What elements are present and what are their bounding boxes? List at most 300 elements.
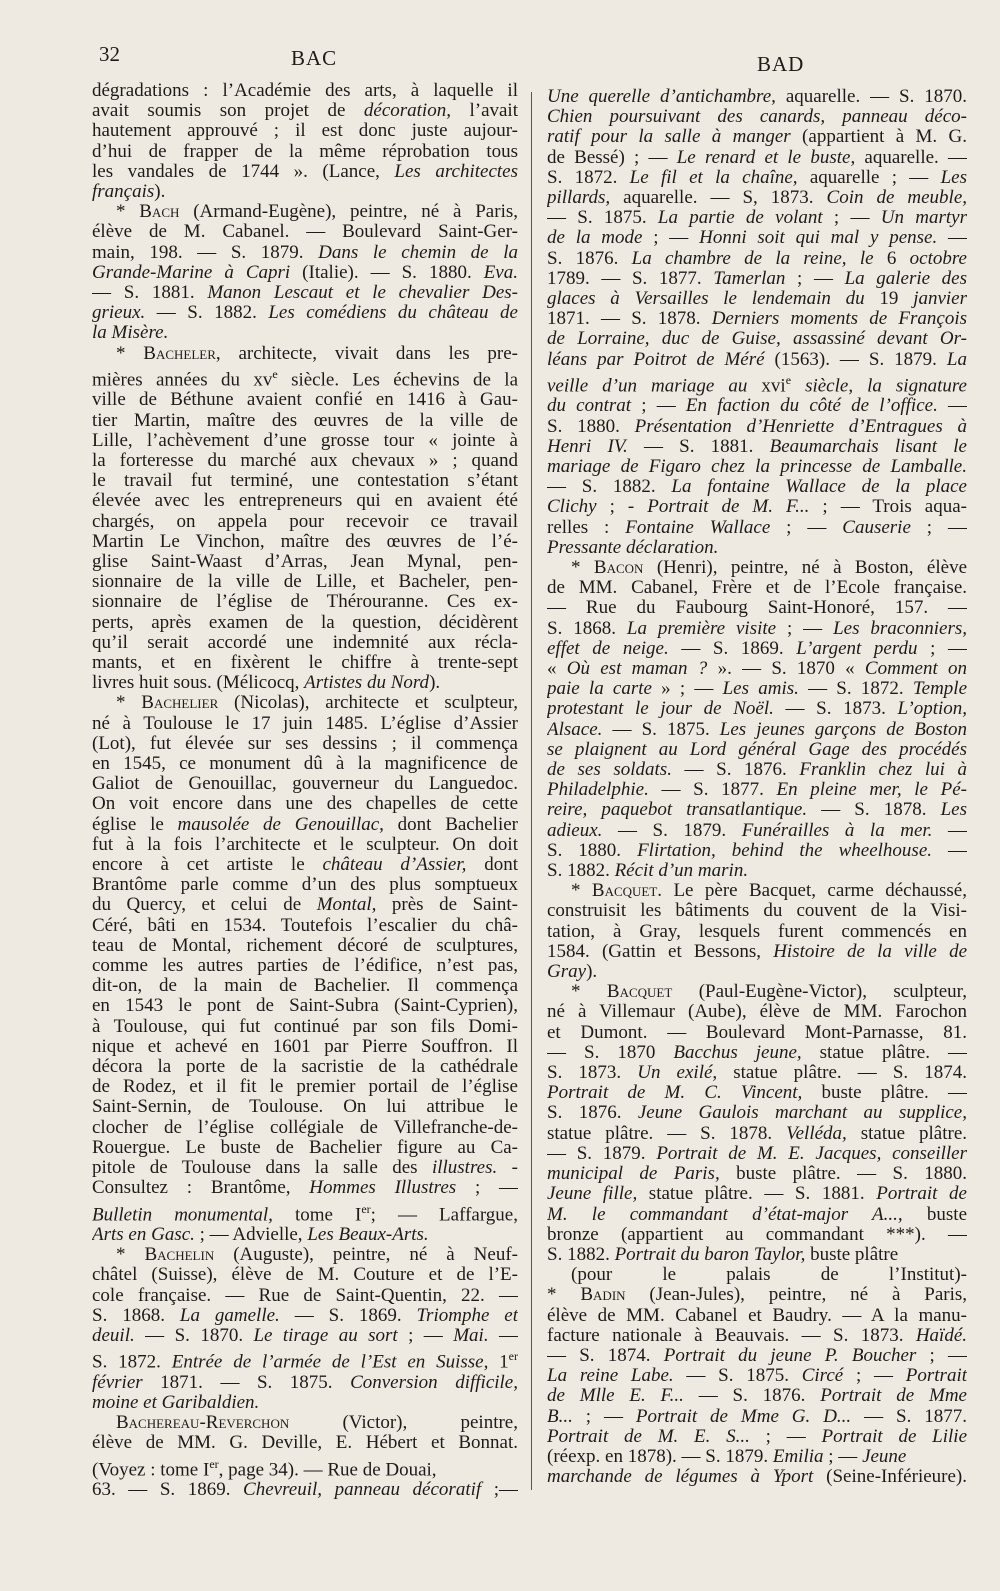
work-title: la Misère. bbox=[92, 323, 169, 344]
text-line bbox=[92, 1373, 518, 1393]
work-title: Portrait de M. E. Jacques, conseiller bbox=[656, 1143, 967, 1164]
text-run: bronze (appartient au commandant ***). — bbox=[547, 1224, 967, 1245]
work-title: marchande de légumes à Yport bbox=[547, 1467, 814, 1488]
text-run: — S. 1879. bbox=[602, 820, 742, 841]
text-line bbox=[547, 982, 967, 1002]
text-run: On voit encore dans une des chapelles de cette bbox=[92, 794, 518, 815]
work-title: La galerie des bbox=[844, 268, 967, 289]
work-title: B... bbox=[547, 1406, 573, 1427]
work-title: janvier bbox=[913, 289, 967, 310]
text-line bbox=[547, 1043, 967, 1063]
text-run: (Nicolas), architecte et sculpteur, bbox=[218, 693, 518, 714]
text-run: — bbox=[937, 228, 967, 249]
text-run: élève de M. Cabanel. — Boulevard Saint-Ger- bbox=[92, 222, 518, 243]
text-line bbox=[92, 1057, 518, 1077]
text-run: * bbox=[571, 982, 607, 1003]
work-title: illustres. bbox=[431, 1158, 498, 1179]
text-line bbox=[547, 289, 967, 309]
text-run: statue plâtre. — S. 1874. bbox=[717, 1063, 967, 1084]
text-run: ». — S. 1870 « bbox=[707, 659, 865, 680]
text-run: hautement approuvé ; il est donc juste aujour- bbox=[92, 121, 518, 142]
text-line bbox=[547, 962, 967, 982]
text-line bbox=[92, 1097, 518, 1117]
work-title: glaces à Versailles le lendemain du bbox=[547, 289, 865, 310]
text-run: * bbox=[116, 343, 144, 364]
work-title: Un martyr bbox=[880, 208, 967, 229]
text-run: ; — bbox=[917, 638, 967, 659]
text-line bbox=[92, 572, 518, 592]
text-line bbox=[547, 740, 967, 760]
text-run: sionnaire de la ville de Lille, et Bacheler, pen- bbox=[92, 572, 518, 593]
text-run: * bbox=[116, 202, 140, 223]
work-title: décoration, bbox=[363, 101, 451, 122]
work-title: Portrait bbox=[905, 1366, 967, 1387]
text-line bbox=[547, 659, 967, 679]
text-run: buste bbox=[902, 1204, 967, 1225]
text-line bbox=[92, 774, 518, 794]
text-line bbox=[92, 592, 518, 612]
text-run: dont bbox=[466, 855, 518, 876]
work-title: Les Beaux-Arts. bbox=[307, 1225, 429, 1246]
text-run: er bbox=[361, 1201, 371, 1216]
text-run: de Bessé) ; — bbox=[547, 147, 677, 168]
work-title: En pleine mer, le Pé- bbox=[776, 780, 967, 801]
text-run: teau de Montal, richement décoré de sculptures, bbox=[92, 935, 518, 956]
text-run: du Quercy, et celui de bbox=[92, 895, 317, 916]
work-title: Les braconniers, bbox=[833, 618, 967, 639]
text-run: ; — Trois aqua- bbox=[809, 497, 967, 518]
work-title: Portrait de Lilie bbox=[821, 1426, 967, 1447]
text-run: * bbox=[116, 693, 142, 714]
text-run: glise Saint-Waast d’Arras, Jean Mynal, pen- bbox=[92, 552, 518, 572]
text-run: élevée avec les entrepreneurs qui en avaient été bbox=[92, 491, 518, 512]
text-line bbox=[92, 996, 518, 1016]
text-run: * bbox=[571, 558, 594, 578]
text-line bbox=[92, 390, 518, 410]
text-line bbox=[547, 1407, 967, 1427]
work-title: Flirtation, behind the wheelhouse. bbox=[637, 840, 933, 861]
text-run: (pour le palais de l’Institut)- bbox=[571, 1265, 967, 1286]
work-title: Triomphe et bbox=[416, 1305, 518, 1326]
work-title: Les architectes bbox=[394, 161, 518, 182]
work-title: Conversion difficile, bbox=[350, 1372, 518, 1393]
text-line bbox=[547, 417, 967, 437]
work-title: municipal de Paris, bbox=[547, 1164, 720, 1185]
work-title: Mai. bbox=[453, 1326, 489, 1347]
work-title: Le renard et le buste, bbox=[676, 147, 856, 168]
work-title: de Mlle E. F... bbox=[547, 1386, 684, 1407]
text-run: encore à cet artiste le bbox=[92, 855, 323, 876]
text-line bbox=[547, 922, 967, 942]
text-run: ; — bbox=[916, 1345, 967, 1366]
text-run: ; — bbox=[631, 396, 686, 417]
text-line bbox=[547, 578, 967, 598]
work-title: de ses soldats. bbox=[547, 760, 672, 781]
work-title: Hommes Illustres bbox=[309, 1178, 457, 1199]
work-title: Pressante déclaration. bbox=[547, 537, 719, 558]
text-line bbox=[547, 1447, 967, 1467]
text-run: ; — Laffargue, bbox=[370, 1203, 518, 1225]
text-run: décora la porte de la sacristie de la cathédrale bbox=[92, 1057, 518, 1078]
text-run: S. 1882. bbox=[547, 861, 615, 882]
work-title: Chevreuil, panneau décoratif bbox=[243, 1480, 482, 1501]
text-run: châtel (Suisse), élève de M. Couture et de l’E- bbox=[92, 1265, 518, 1286]
text-run: à Toulouse, qui fut continué par son fils Domi- bbox=[92, 1016, 518, 1037]
work-title: du contrat bbox=[547, 396, 632, 417]
work-title: La bbox=[946, 349, 967, 370]
text-line bbox=[92, 1433, 518, 1453]
text-line bbox=[547, 1184, 967, 1204]
text-run: Galiot de Genouillac, gouverneur du Languedoc. bbox=[92, 774, 518, 795]
text-run: ; — bbox=[822, 208, 881, 229]
text-run: en 1543 le pont de Saint-Subra (Saint-Cyprien), bbox=[92, 996, 518, 1017]
work-title: Emilia bbox=[772, 1446, 824, 1467]
text-run: aquarelle ; — bbox=[797, 167, 941, 188]
work-title: de Lorraine, duc de Guise, assassiné devant Or- bbox=[547, 329, 967, 350]
work-title: effet de neige. bbox=[547, 638, 669, 659]
work-title: Un exilé, bbox=[637, 1063, 718, 1084]
text-line bbox=[92, 1393, 518, 1413]
work-title: Portrait du jeune P. Boucher bbox=[663, 1345, 917, 1366]
text-run: — S. 1872. bbox=[798, 679, 913, 700]
text-line bbox=[92, 835, 518, 855]
entry-name: Badin bbox=[580, 1285, 626, 1306]
work-title: français bbox=[92, 182, 155, 203]
text-run: main, 198. — S. 1879. bbox=[92, 242, 319, 263]
work-title: M. le commandant d’état-major A..., bbox=[547, 1204, 903, 1225]
text-run: tation, à Gray, lesquels furent commencés en bbox=[547, 921, 967, 942]
text-line bbox=[92, 916, 518, 936]
text-run: fut à la fois l’architecte et le sculpteur. On doit bbox=[92, 834, 518, 855]
work-title: grieux. bbox=[92, 303, 146, 324]
text-run: 19 bbox=[864, 289, 914, 310]
text-line bbox=[92, 956, 518, 976]
text-run: , architecte, vivait dans les pre- bbox=[215, 343, 518, 364]
text-run: ; — bbox=[397, 1326, 454, 1347]
work-title: Récit d’un marin. bbox=[614, 861, 749, 882]
work-title: Jeune fille, bbox=[547, 1184, 638, 1205]
work-title: Clichy bbox=[547, 497, 597, 518]
work-title: se plaignent au Lord général Gage des procédés bbox=[547, 739, 967, 760]
text-line bbox=[92, 344, 518, 364]
text-run: siècle. Les échevins de la bbox=[277, 369, 518, 391]
text-run: ; — bbox=[843, 1366, 906, 1387]
text-line bbox=[547, 800, 967, 820]
text-line bbox=[547, 457, 967, 477]
text-line bbox=[92, 1037, 518, 1057]
text-run: d’hui de frapper de la même réprobation tous bbox=[92, 141, 518, 162]
work-title: La gamelle. bbox=[179, 1305, 280, 1326]
text-line bbox=[547, 249, 967, 269]
text-run: S. 1876. bbox=[547, 248, 632, 269]
text-run: facture nationale à Beauvais. — S. 1873. bbox=[547, 1325, 916, 1346]
work-title: pillards, bbox=[547, 188, 611, 209]
work-title: Manon Lescaut et le chevalier Des- bbox=[207, 283, 518, 304]
work-title: adieux. bbox=[547, 820, 603, 841]
text-run: — S. 1881. bbox=[92, 283, 208, 304]
text-run: ). bbox=[429, 673, 441, 694]
text-line bbox=[547, 370, 967, 397]
text-run: — bbox=[932, 840, 967, 861]
text-line bbox=[547, 720, 967, 740]
work-title: La fontaine Wallace de la place bbox=[671, 477, 967, 498]
text-run: — bbox=[932, 820, 967, 841]
work-title: Le tirage au sort bbox=[253, 1326, 398, 1347]
work-title: Gray bbox=[547, 962, 587, 983]
text-run: le travail fut terminé, une contestation s’étant bbox=[92, 471, 518, 492]
text-line bbox=[547, 168, 967, 188]
text-run: (Italie). — S. 1880. bbox=[290, 262, 484, 283]
text-run: statue plâtre. bbox=[846, 1123, 967, 1144]
text-run: aquarelle. — bbox=[855, 147, 967, 168]
text-line bbox=[92, 794, 518, 814]
text-run: ; — bbox=[749, 1426, 822, 1447]
text-run: élève de MM. G. Deville, E. Hébert et Bonnat. bbox=[92, 1433, 518, 1454]
text-line bbox=[92, 1077, 518, 1097]
text-line bbox=[92, 323, 518, 343]
text-run: « bbox=[547, 659, 567, 680]
text-run: statue plâtre. — bbox=[801, 1042, 967, 1063]
text-run: e bbox=[272, 366, 278, 381]
text-run: né à Villemaur (Aube), élève de MM. Farochon bbox=[547, 1002, 967, 1023]
text-run: tome I bbox=[272, 1203, 362, 1225]
text-run: (appartient à M. G. bbox=[790, 127, 967, 148]
work-title: Grande-Marine à Capri bbox=[92, 262, 291, 283]
work-title: paie la carte bbox=[547, 679, 652, 700]
work-title: Portrait de bbox=[876, 1184, 967, 1205]
text-run: (réexp. en 1878). — S. 1879. bbox=[547, 1446, 773, 1467]
running-head-left: BAC bbox=[291, 46, 338, 70]
text-line bbox=[547, 497, 967, 517]
text-run: . Le père Bacquet, carme déchaussé, bbox=[657, 881, 967, 902]
text-run: — S. 1870 bbox=[547, 1042, 674, 1063]
text-line bbox=[547, 619, 967, 639]
work-title: Fontaine Wallace bbox=[625, 517, 771, 538]
running-head-right: BAD bbox=[757, 52, 805, 76]
work-title: octobre bbox=[909, 248, 967, 269]
text-run: er bbox=[209, 1456, 219, 1471]
work-title: Montal, bbox=[316, 895, 377, 916]
text-line bbox=[92, 101, 518, 121]
text-line bbox=[547, 1427, 967, 1447]
text-line bbox=[92, 976, 518, 996]
text-run: ; — bbox=[776, 618, 834, 639]
text-line bbox=[547, 901, 967, 921]
work-title: Portrait de Mme G. D... bbox=[635, 1406, 852, 1427]
text-run: dont Bachelier bbox=[383, 814, 518, 835]
work-title: La première visite bbox=[626, 618, 777, 639]
text-line bbox=[547, 1124, 967, 1144]
text-run: * bbox=[547, 1285, 581, 1306]
text-line bbox=[547, 477, 967, 497]
text-run: Rouergue. Le buste de Bachelier figure au Ca- bbox=[92, 1137, 518, 1158]
text-run: — S. 1876. bbox=[683, 1386, 821, 1407]
entry-name: Bachereau-Reverchon bbox=[116, 1413, 290, 1434]
work-title: Le fil et la chaîne, bbox=[629, 167, 798, 188]
work-title: Dans le chemin de la bbox=[318, 242, 518, 263]
text-line bbox=[92, 552, 518, 572]
work-title: février bbox=[92, 1372, 143, 1393]
work-title: Comment on bbox=[864, 659, 967, 680]
text-line bbox=[92, 411, 518, 431]
text-line bbox=[92, 895, 518, 915]
text-line bbox=[547, 1306, 967, 1326]
text-line bbox=[547, 1103, 967, 1123]
text-run: chargés, on appela pour recevoir ce travail bbox=[92, 511, 518, 532]
entry-name: Bachelin bbox=[144, 1245, 215, 1266]
text-run: Consultez : Brantôme, bbox=[92, 1178, 310, 1199]
text-run: » ; — bbox=[651, 679, 723, 700]
text-run: — S. 1869. bbox=[668, 638, 797, 659]
text-line bbox=[92, 1245, 518, 1265]
text-line bbox=[547, 699, 967, 719]
text-run: en 1545, ce monument dû à la magnificence de bbox=[92, 754, 518, 775]
text-line bbox=[547, 1346, 967, 1366]
text-run: né à Toulouse le 17 juin 1485. L’église d’Assier bbox=[92, 713, 518, 734]
work-title: Circé bbox=[801, 1366, 844, 1387]
text-run: — bbox=[488, 1326, 518, 1347]
text-run: ; — bbox=[910, 517, 967, 538]
entry-name: Bachelier bbox=[141, 693, 219, 714]
text-line bbox=[547, 437, 967, 457]
text-line bbox=[547, 760, 967, 780]
work-title: L’argent perdu bbox=[796, 638, 918, 659]
text-line bbox=[92, 693, 518, 713]
text-run: — S. 1874. bbox=[547, 1345, 664, 1366]
text-line bbox=[547, 1083, 967, 1103]
text-run: statue plâtre. — S. 1881. bbox=[637, 1184, 877, 1205]
work-title: L’option, bbox=[897, 699, 967, 720]
work-title: Une querelle d’antichambre, bbox=[547, 87, 776, 107]
text-run: Brantôme parle comme d’un des plus somptueux bbox=[92, 875, 518, 896]
text-run: — S. 1876. bbox=[671, 760, 800, 781]
text-line bbox=[547, 1285, 967, 1305]
text-line bbox=[92, 855, 518, 875]
work-title: Henri IV. bbox=[547, 436, 628, 457]
text-run: élève de MM. Cabanel et Baudry. — A la manu- bbox=[547, 1305, 967, 1326]
text-line bbox=[547, 1205, 967, 1225]
text-line bbox=[547, 821, 967, 841]
entry-name: Bacquet bbox=[606, 982, 673, 1003]
work-title: Funérailles à la mer. bbox=[741, 820, 933, 841]
work-title: Arts en Gasc. bbox=[92, 1225, 195, 1246]
text-run: 1584. (Gattin et Bessons, bbox=[547, 941, 774, 962]
text-line bbox=[92, 673, 518, 693]
text-line bbox=[92, 714, 518, 734]
work-title: Où est maman ? bbox=[566, 659, 708, 680]
text-run: l’avait bbox=[450, 101, 518, 122]
work-title: Coin de meuble, bbox=[826, 188, 967, 209]
text-run: S. 1868. bbox=[92, 1305, 180, 1326]
work-title: Les comédiens du château de bbox=[268, 303, 518, 324]
text-run: ; — bbox=[823, 1446, 863, 1467]
text-line bbox=[547, 841, 967, 861]
text-line bbox=[92, 491, 518, 511]
text-line bbox=[92, 1158, 518, 1178]
text-run: dit-on, de la main de Bachelier. Il commença bbox=[92, 976, 518, 997]
text-run: S. 1868. bbox=[547, 618, 627, 639]
text-line bbox=[547, 208, 967, 228]
text-line bbox=[92, 1413, 518, 1433]
work-title: Portrait de M. F... bbox=[647, 497, 810, 518]
work-title: La chambre de la reine, le bbox=[631, 248, 874, 269]
text-run: ; — bbox=[572, 1406, 636, 1427]
text-line bbox=[92, 734, 518, 754]
text-run: buste plâtre. — bbox=[802, 1083, 967, 1104]
text-line bbox=[547, 1023, 967, 1043]
text-run: (Henri), peintre, né à Boston, élève bbox=[643, 558, 967, 578]
text-run: Saint-Sernin, de Toulouse. On lui attribue le bbox=[92, 1097, 518, 1118]
text-run: avait soumis son projet de bbox=[92, 101, 364, 122]
text-run: — S. 1882. bbox=[547, 477, 672, 498]
text-line bbox=[92, 1346, 518, 1373]
text-run: S. 1872. bbox=[92, 1351, 172, 1373]
text-line bbox=[92, 815, 518, 835]
work-title: Jeune bbox=[862, 1446, 907, 1467]
text-run: S. 1882. bbox=[547, 1244, 615, 1265]
text-line bbox=[547, 881, 967, 901]
text-line bbox=[547, 350, 967, 370]
work-title: Chien poursuivant des canards, panneau déco- bbox=[547, 107, 967, 128]
text-line bbox=[92, 1017, 518, 1037]
text-run: S. 1873. bbox=[547, 1063, 638, 1084]
text-run: de MM. Cabanel, Frère et de l’Ecole française. bbox=[547, 578, 967, 599]
text-line bbox=[547, 1467, 967, 1487]
work-title: léans par Poitrot de Méré bbox=[547, 349, 765, 370]
work-title: Artistes du Nord bbox=[304, 673, 430, 694]
text-run: ). bbox=[154, 182, 166, 203]
text-line bbox=[547, 1326, 967, 1346]
text-run: (Paul-Eugène-Victor), sculpteur, bbox=[672, 982, 967, 1003]
text-run: nique et achevé en 1601 par Pierre Souffron. Il bbox=[92, 1036, 518, 1057]
text-line bbox=[92, 431, 518, 451]
text-run: la forteresse du marché aux chevaux » ; quand bbox=[92, 450, 518, 471]
text-run: et Dumont. — Boulevard Mont-Parnasse, 81. bbox=[547, 1022, 967, 1043]
text-line bbox=[92, 182, 518, 202]
text-run: ; — bbox=[770, 517, 843, 538]
text-line bbox=[547, 1366, 967, 1386]
text-run: S. 1880. bbox=[547, 840, 638, 861]
text-line bbox=[547, 269, 967, 289]
text-line bbox=[92, 532, 518, 552]
text-line bbox=[92, 1138, 518, 1158]
text-run: (Armand-Eugène), peintre, né à Paris, bbox=[179, 202, 518, 223]
text-run: S. 1880. bbox=[547, 416, 635, 437]
work-title: Les bbox=[940, 800, 967, 821]
text-line bbox=[547, 1225, 967, 1245]
text-line bbox=[547, 598, 967, 618]
text-run: — S. 1870. bbox=[134, 1326, 254, 1347]
work-title: Haïdé. bbox=[915, 1325, 967, 1346]
text-run: — S. 1873. bbox=[773, 699, 898, 720]
entry-name: Bach bbox=[139, 202, 180, 223]
work-title: moine et Garibaldien. bbox=[92, 1392, 260, 1413]
work-title: Portrait de M. C. Vincent, bbox=[547, 1083, 803, 1104]
text-run: (Auguste), peintre, né à Neuf- bbox=[214, 1245, 518, 1266]
text-run: de Rodez, et il fit le premier portail de l’église bbox=[92, 1077, 518, 1098]
text-line bbox=[547, 1002, 967, 1022]
text-line bbox=[92, 1225, 518, 1245]
work-title: Honni soit qui mal y pense. bbox=[699, 228, 938, 249]
work-title: Jeune Gaulois marchant au supplice, bbox=[637, 1103, 967, 1124]
text-line bbox=[92, 142, 518, 162]
work-title: siècle, la signature bbox=[791, 375, 967, 397]
text-run: dégradations : l’Académie des arts, à laquelle il bbox=[92, 81, 518, 101]
text-line bbox=[547, 188, 967, 208]
work-title: veille d’un mariage au bbox=[547, 375, 748, 397]
text-run: ; — bbox=[456, 1178, 518, 1199]
text-line bbox=[92, 222, 518, 242]
